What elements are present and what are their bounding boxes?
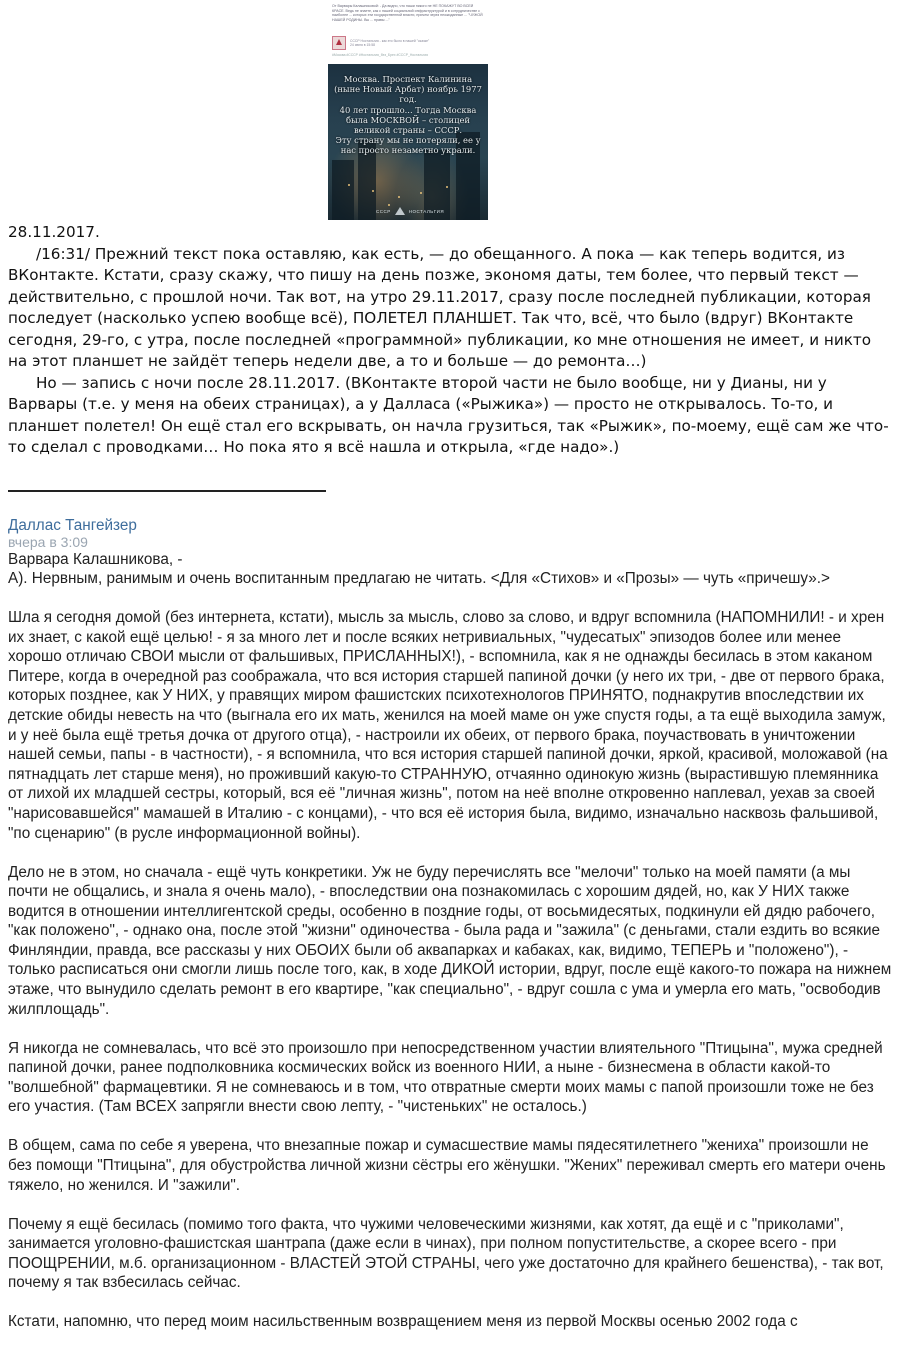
embed-post-header [332,35,484,51]
post-paragraph: Кстати, напомню, что перед моим насильственным возвращением меня из первой Москвы осенью 2002 года с [8,1313,798,1331]
post-paragraph: А). Нервным, ранимым и очень воспитанным предлагаю не читать. <Для «Стихов» и «Прозы» — чуть «причешу».> [8,570,830,587]
photo-caption: Москва. Проспект Калинина (ныне Новый Арбат) ноябрь 1977 год. 40 лет прошло... Тогда Москва была МОСКВОЙ – столицей великой страны – СССР. Эту страну мы не потеряли, ее у нас просто незаметно украли. [334,74,482,156]
post-paragraph: Я никогда не сомневалась, что всё это произошло при непосредственном участии влиятельного "Птицына", мужа средней папиной дочки, ранее подполковника космических войск из военного НИИ, а ныне - бизнесмена в области какой-то "волшебной" фармацевтики. Я не сомневаюсь и в том, что отвратные смерти моих мамы с папой произошли тоже не без его участия. (Там ВСЕХ запрягли внести свою лепту, - "чистеньких" не осталось.) [8,1039,883,1116]
embed-intro-text: От Варвары Калашниковой: - Да видно, что наши никого не НЕ ПОКАЖУТ ВО ВСЕЙ КРАСЕ. Ведь не знаете, как с нашей социальной инфраструктурой и в сотрудничестве с наиболее ... которых эти государственной власти, причем через неожиданные ... "ЧУЖОЙ НАШЕЙ РОДИНЫ. Вы ... правы ..." [332,4,483,22]
embed-post-author: СССР Ностальгия - как это было в нашей "сказке" [350,38,430,43]
embed-post-photo [328,64,488,220]
embed-post-tags: #Москва #СССР #Ностальгия_без_Брех #СССР_Ностальгия [332,53,428,57]
document-body [8,222,892,459]
post-author-link[interactable]: Даллас Тангейзер [8,517,137,534]
vk-post [8,516,894,1351]
post-paragraph: Почему я ещё бесилась (помимо того факта, что чужими человеческими жизнями, как хотят, да ещё и с "приколами", занимается уголовно-фашистская шантрапа (даже если в чинах), при полном попустительстве, а скорее всего - при ПООЩРЕНИИ, м.б. организационном - ВЛАСТЕЙ ЭТОЙ СТРАНЫ, чего уже достаточно для крайнего бешенства), - так вот, почему я так взбесилась сейчас. [8,1215,884,1292]
post-paragraph: В общем, сама по себе я уверена, что внезапные пожар и сумасшествие мамы пядесятилетнего "жениха" произошли не без помощи "Птицына", для обустройства личной жизни сёстры его жёнушки. "Жених" переживал смерть его матери очень тяжело, но женился. И "зажили". [8,1137,886,1194]
post-addressee: Варвара Калашникова, - [8,551,183,568]
community-avatar-icon [332,36,346,50]
document-paragraph: Но — запись с ночи после 28.11.2017. (ВКонтакте второй части не было вообще, ни у Дианы, ни у Варвары (т.е. у меня на обеих страницах), а у Далласа («Рыжика») — просто не открывалось. То-то, и планшет полетел! Он ещё стал его вскрывать, он начла грузиться, так «Рыжик», по-моему, ещё сам же что-то сделал с проводками… Но пока ято я всё нашла и открыла, «где надо».) [8,373,889,456]
separator-line [8,490,326,492]
entry-date: 28.11.2017. [8,223,100,241]
embed-post-time: 24 июня в 15:58 [350,43,376,47]
document-paragraph: /16:31/ Прежний текст пока оставляю, как есть, — до обещанного. А пока — как теперь водится, из ВКонтакте. Кстати, сразу скажу, что пишу на день позже, экономя даты, тем более, что первый текст — действительно, с прошлой ночи. Так вот, на утро 29.11.2017, сразу после последней публикации, которая последует (насколько успею вообще всё), ПОЛЕТЕЛ ПЛАНШЕТ. Так что, всё, что было (вдруг) ВКонтакте сегодня, 29-го, с утра, после последней «программной» публикации, ко мне отношения не имеет, и никто на этот планшет не зайдёт теперь недели две, а то и больше — до ремонта…) [8,244,872,370]
post-paragraph: Шла я сегодня домой (без интернета, кстати), мысль за мысль, слово за слово, и вдруг вспомнила (НАПОМНИЛИ! - и хрен их знает, с какой ещё целью! - я за много лет и после всяких нетривиальных, "чудесатых" эпизодов более или менее хорошо отличаю СВОИ мысли от фальшивых, ПРИСЛАННЫХ!), - вспомнила, как я не однажды бесилась в этом каканом Питере, когда в очередной раз соображала, что вся история старшей папиной дочки (у него их три, - две от первого брака, которых позднее, как У НИХ, у правящих миром фашистских психотехнологов ПРИНЯТО, поднакрутив впоследствии их детские обиды невесть на что (выгнала его их мать, женился на моей маме он уже спустя годы, а та ещё выходила замуж, и у неё была ещё третья дочка от другого отца), - настроили их обеих, от первого брака, поучаствовать в уничтожении нашей семьи, папы - в частности), - я вспомнила, что вся история старшей папиной дочки, яркой, красивой, моложавой (на пятнадцать лет старше меня), но проживший какую-то СТРАННУЮ, отчаянно одинокую жизнь (вырастившую племянника от лихой их младшей сестры, который, вся её "личная жизнь", потом на неё вполне откровенно наплевал, уехав за своей "нарисовавшейся" мамашей в Италию - с концами), - что вся её история была, видимо, изначально насквозь фальшивой, "по сценарию" (в русле информационной войны). [8,608,888,842]
post-timestamp[interactable]: вчера в 3:09 [8,534,88,550]
embedded-vk-screenshot [328,0,488,220]
logo-triangle-icon [395,207,405,215]
photo-logo: СССР НОСТАЛЬГИЯ [376,208,445,214]
post-paragraph: Дело не в этом, но сначала - ещё чуть конкретики. Уж не буду перечислять все "мелочи" только на моей памяти (а мы почти не общались, и знала я очень мало), - впоследствии она познакомилась с хорошим дядей, но, как У НИХ также водится в отношении интеллигентской среды, особенно в поздние годы, от восьмидесятых, подкинули ей дядю рабочего, "как положено", - однако она, после этой "жизни" одиночества - была рада и "зажила" (с деньгами, стали ездить во всякие Финляндии, правда, все рассказы у них ОБОИХ были об аквапарках и кабаках, как, видимо, ТЕПЕРЬ и "положено"), - только расписаться они смогли лишь после того, как, в ходе ДИКОЙ истории, вдруг, после ещё какого-то пожара на нижнем этаже, что вынудило сделать ремонт в его квартире, "как специально", - вдруг сошла с ума и умерла его мать, "освободив жилплощадь". [8,863,892,1018]
